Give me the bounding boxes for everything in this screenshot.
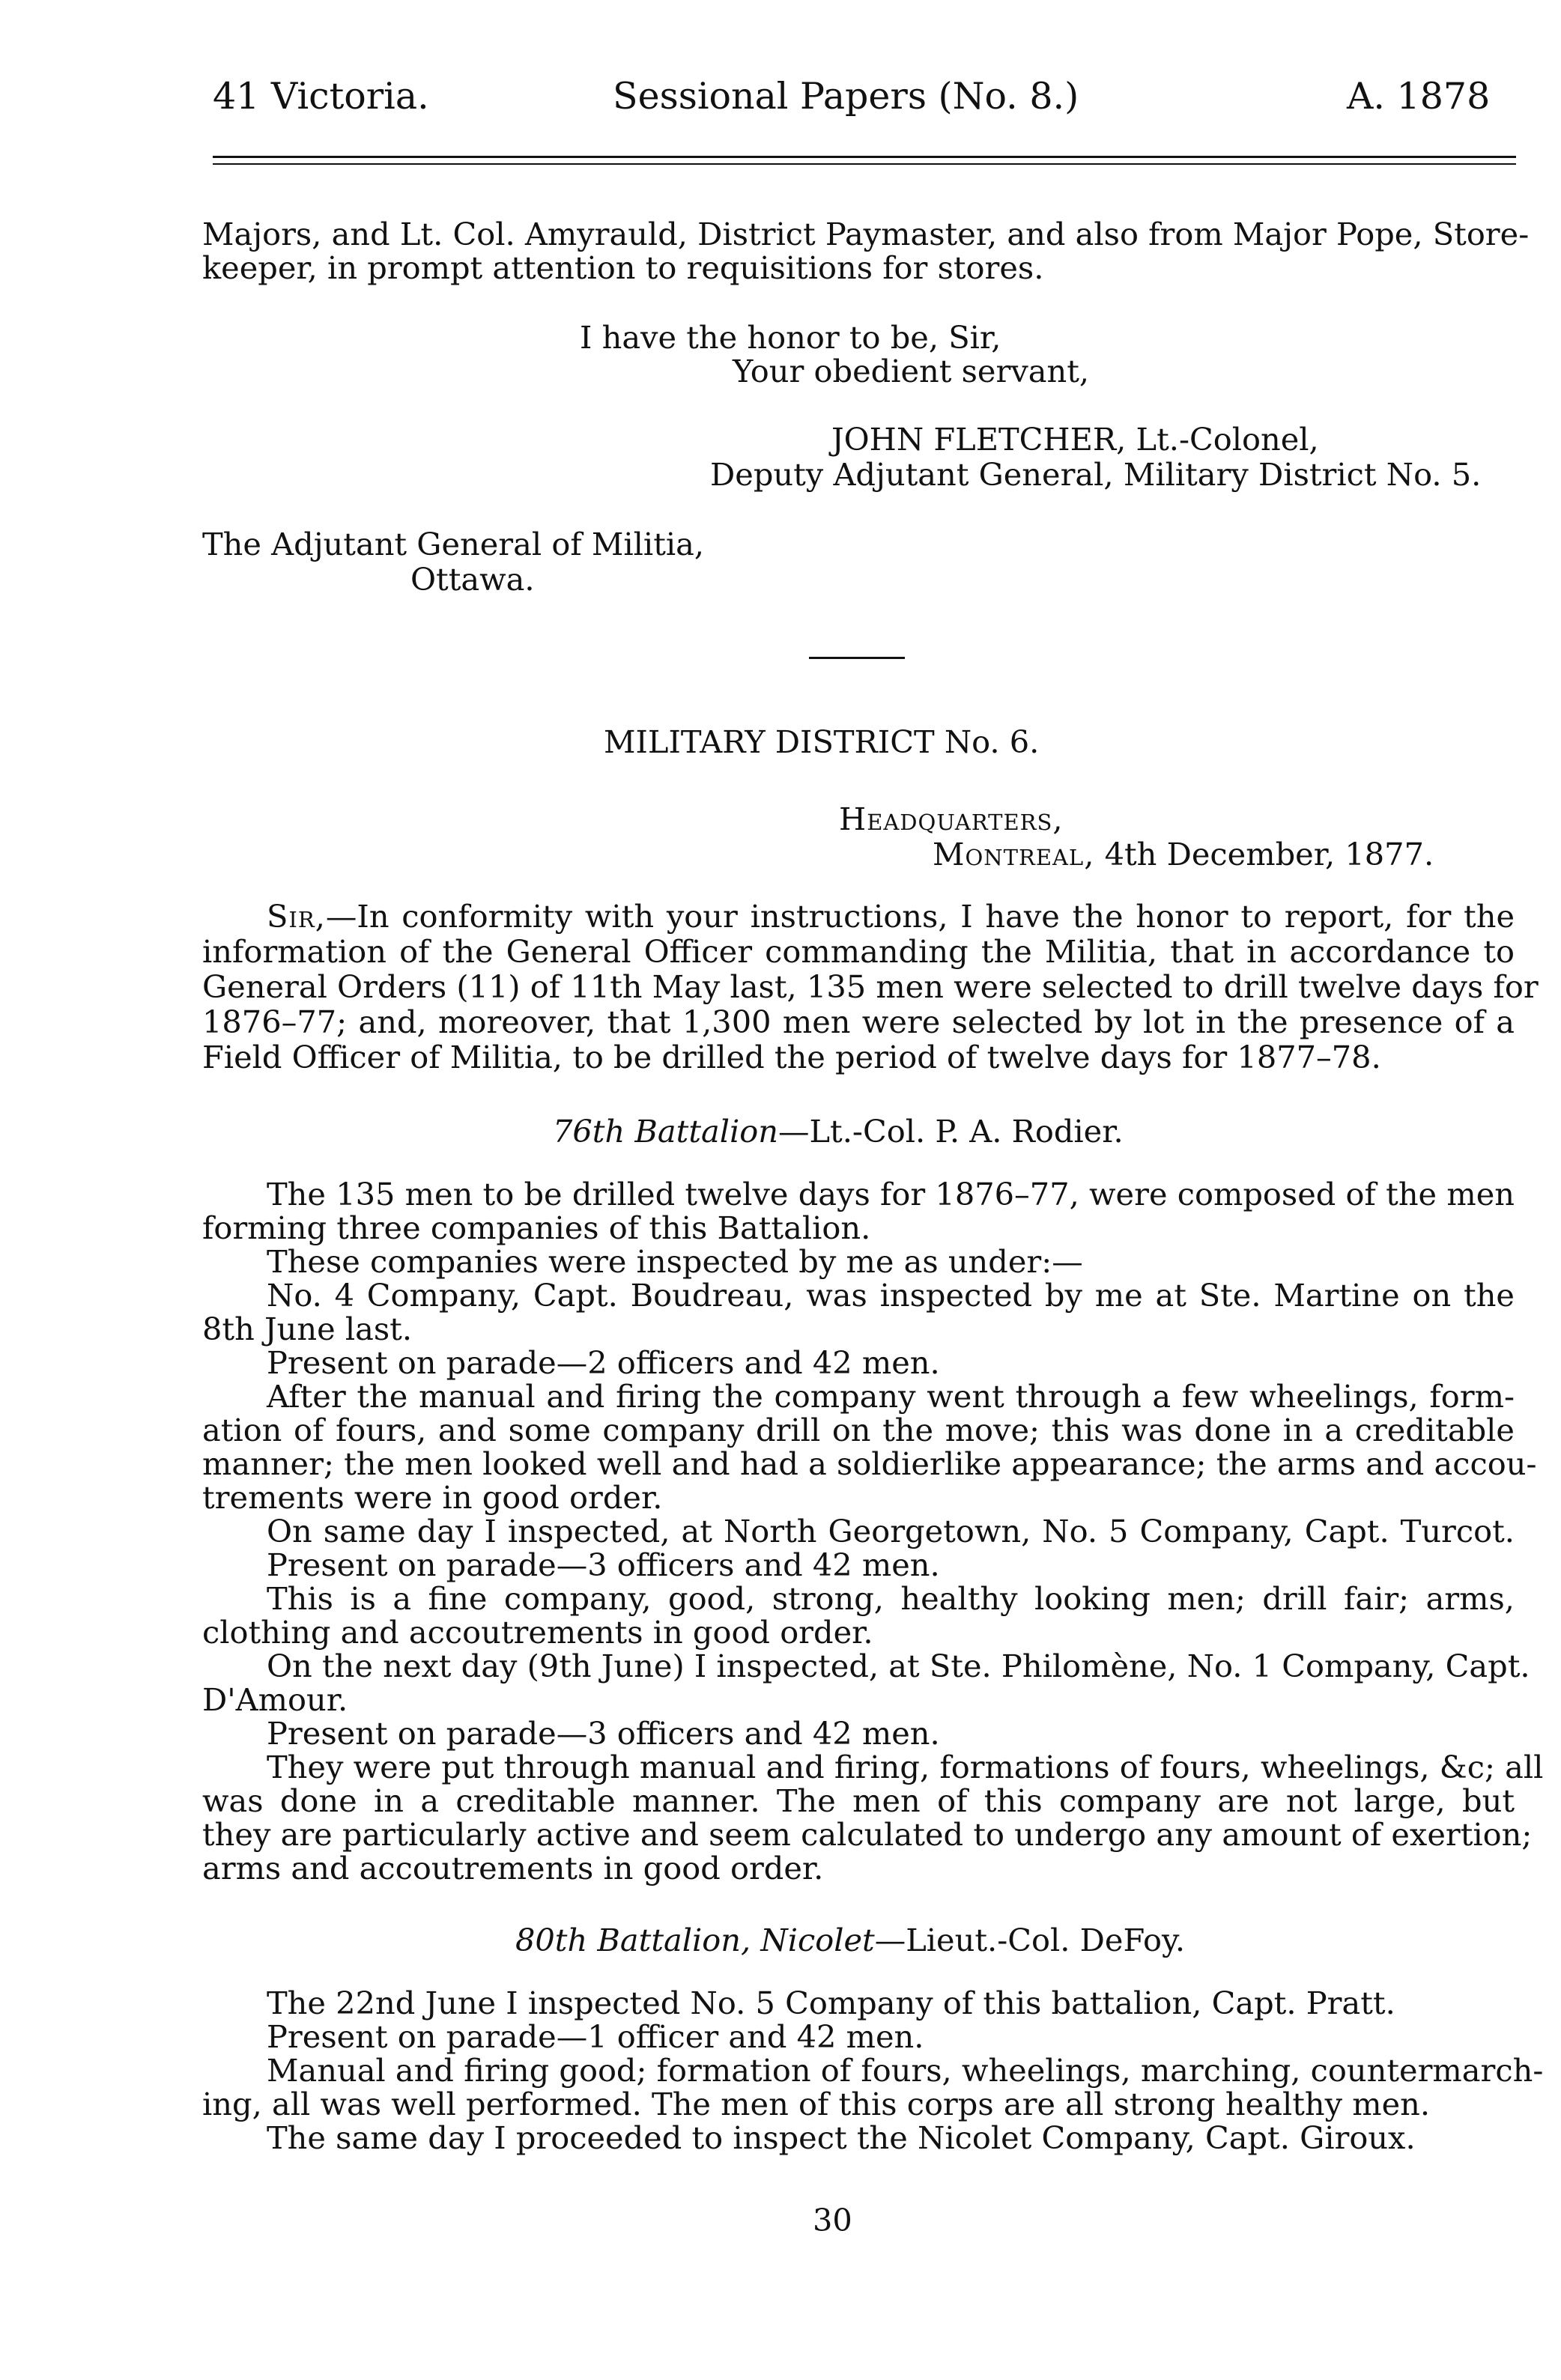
addressee-line: The Adjutant General of Militia, (202, 526, 705, 562)
body-line: No. 4 Company, Capt. Boudreau, was inspected by me at Ste. Martine on the (267, 1277, 1515, 1314)
body-line: On same day I inspected, at North Georgetown, No. 5 Company, Capt. Turcot. (267, 1513, 1515, 1549)
body-line: manner; the men looked well and had a soldierlike appearance; the arms and accou- (202, 1445, 1537, 1482)
battalion-80-heading: 80th Battalion, Nicolet—Lieut.-Col. DeFoy. (515, 1922, 1186, 1958)
salutation: Sir, (267, 898, 326, 935)
body-line: was done in a creditable manner. The men of this company are not large, but (202, 1782, 1515, 1819)
header-year: A. 1878 (1347, 75, 1491, 118)
body-line: arms and accoutrements in good order. (202, 1850, 824, 1886)
body-line: The 135 men to be drilled twelve days for 1876–77, were composed of the men (267, 1176, 1515, 1212)
battalion-76-heading: 76th Battalion—Lt.-Col. P. A. Rodier. (553, 1113, 1124, 1150)
body-line: Manual and firing good; formation of fours, wheelings, marching, countermarch- (267, 2052, 1544, 2089)
signature-title: Deputy Adjutant General, Military District No. 5. (710, 456, 1482, 493)
body-line: D'Amour. (202, 1681, 348, 1718)
body-line: The same day I proceeded to inspect the Nicolet Company, Capt. Giroux. (267, 2119, 1416, 2156)
dateline-place: Montreal, (933, 836, 1095, 872)
body-line: This is a fine company, good, strong, healthy looking men; drill fair; arms, (267, 1580, 1515, 1617)
intro-line: information of the General Officer commanding the Militia, that in accordance to (202, 933, 1515, 970)
body-line: After the manual and firing the company went through a few wheelings, form- (267, 1378, 1515, 1415)
body-line: These companies were inspected by me as under:— (267, 1243, 1083, 1280)
body-line: ation of fours, and some company drill on the move; this was done in a creditable (202, 1412, 1515, 1448)
section-divider (809, 657, 905, 659)
body-line: They were put through manual and firing, formations of fours, wheelings, &c; all (267, 1749, 1544, 1785)
dateline-headquarters: Headquarters, (839, 801, 1064, 837)
body-line: Present on parade—3 officers and 42 men. (267, 1546, 940, 1583)
body-line: The 22nd June I inspected No. 5 Company of this battalion, Capt. Pratt. (267, 1985, 1395, 2021)
body-line: Present on parade—1 officer and 42 men. (267, 2018, 924, 2055)
body-line: 8th June last. (202, 1311, 413, 1347)
header-session: 41 Victoria. (213, 75, 429, 118)
header-rule-top (213, 156, 1516, 158)
closing-servant: Your obedient servant, (733, 353, 1090, 389)
header-rule-bottom (213, 163, 1516, 165)
body-line: forming three companies of this Battalion. (202, 1209, 871, 1246)
intro-line: Field Officer of Militia, to be drilled the period of twelve days for 1877–78. (202, 1039, 1381, 1075)
body-line: they are particularly active and seem calculated to undergo any amount of exertion; (202, 1816, 1533, 1853)
body-line: ing, all was well performed. The men of this corps are all strong healthy men. (202, 2086, 1431, 2122)
continuation-line: keeper, in prompt attention to requisitions for stores. (202, 249, 1044, 286)
body-line: trements were in good order. (202, 1479, 663, 1516)
intro-line: 1876–77; and, moreover, that 1,300 men were selected by lot in the presence of a (202, 1004, 1515, 1040)
body-line: Present on parade—2 officers and 42 men. (267, 1344, 940, 1381)
closing-honor: I have the honor to be, Sir, (580, 319, 1001, 356)
dateline-date-line (933, 836, 1434, 872)
intro-line: Sir,—In conformity with your instructions, I have the honor to report, for the (267, 898, 1515, 935)
dateline-date: 4th December, 1877. (1104, 836, 1434, 872)
body-line: On the next day (9th June) I inspected, at Ste. Philomène, No. 1 Company, Capt. (267, 1648, 1530, 1684)
body-line: Present on parade—3 officers and 42 men. (267, 1715, 940, 1752)
signature-name: JOHN FLETCHER, Lt.-Colonel, (831, 421, 1319, 458)
body-line: clothing and accoutrements in good order. (202, 1614, 873, 1651)
intro-line: General Orders (11) of 11th May last, 135 men were selected to drill twelve days for (202, 968, 1539, 1005)
section-title: MILITARY DISTRICT No. 6. (604, 723, 1040, 760)
page-number: 30 (813, 2202, 852, 2238)
header-title: Sessional Papers (No. 8.) (613, 75, 1079, 118)
addressee-line: Ottawa. (410, 561, 535, 598)
continuation-line: Majors, and Lt. Col. Amyrauld, District Paymaster, and also from Major Pope, Store- (202, 216, 1530, 252)
